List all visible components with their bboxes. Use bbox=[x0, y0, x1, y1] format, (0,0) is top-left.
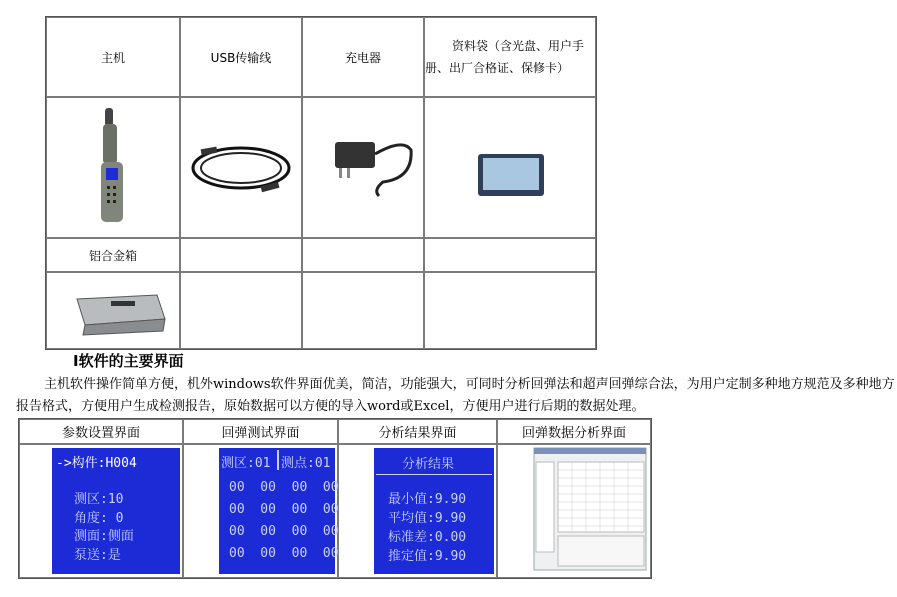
docs-label bbox=[425, 35, 595, 79]
docs-photo-cell bbox=[424, 97, 596, 238]
param-screen bbox=[52, 448, 180, 574]
empty-cell bbox=[302, 238, 424, 272]
screens-table bbox=[18, 418, 652, 579]
test-grid-row: 00 00 00 00 bbox=[229, 524, 339, 539]
accessories-table bbox=[45, 16, 597, 350]
empty-cell bbox=[302, 272, 424, 349]
param-screen-cell bbox=[19, 444, 183, 578]
result-screen bbox=[374, 448, 494, 574]
result-title: 分析结果 bbox=[402, 457, 455, 472]
charger-photo bbox=[303, 98, 423, 234]
docs-label-line2: 册、出厂合格证、保修卡） bbox=[425, 61, 570, 75]
document-bag-photo bbox=[425, 98, 595, 234]
host-photo-cell bbox=[46, 97, 180, 238]
case-photo-cell bbox=[46, 272, 180, 349]
caption-result: 分析结果界面 bbox=[338, 419, 497, 444]
case-label: 铝合金箱 bbox=[88, 248, 137, 263]
empty-cell bbox=[424, 272, 596, 349]
header-docs bbox=[424, 17, 596, 97]
usb-cable-label: USB传输线 bbox=[210, 50, 272, 65]
param-line1: ->构件:H004 bbox=[56, 456, 137, 471]
caption-analysis: 回弹数据分析界面 bbox=[497, 419, 651, 444]
section-paragraph bbox=[16, 374, 896, 418]
test-point: 测点:01 bbox=[281, 456, 331, 471]
header-host bbox=[46, 17, 180, 97]
charger-label: 充电器 bbox=[344, 50, 381, 65]
header-charger bbox=[302, 17, 424, 97]
cursor-bar bbox=[277, 450, 279, 470]
host-label: 主机 bbox=[100, 50, 125, 65]
test-grid-row: 00 00 00 00 bbox=[229, 502, 339, 517]
analysis-screen-cell bbox=[497, 444, 651, 578]
divider bbox=[376, 474, 492, 475]
docs-label-line1: 资料袋（含光盘、用户手 bbox=[452, 39, 585, 53]
test-area: 测区:01 bbox=[221, 456, 271, 471]
result-min: 最小值:9.90 bbox=[388, 492, 467, 507]
param-line4: 测面:侧面 bbox=[74, 529, 134, 544]
param-line2: 测区:10 bbox=[74, 492, 124, 507]
test-grid-row: 00 00 00 00 bbox=[229, 480, 339, 495]
section-heading: Ⅰ软件的主要界面 bbox=[73, 352, 184, 370]
caption-test: 回弹测试界面 bbox=[183, 419, 338, 444]
usb-photo-cell bbox=[180, 97, 302, 238]
paragraph-text: 主机软件操作简单方便，机外windows软件界面优美，简洁，功能强大，可同时分析回弹法和超声回弹综合法，为用户定制多种地方规范及多种地方报告格式，方便用户生成检测报告，原始数据可以方便的导入word或Excel，方便用户进行后期的数据处理。 bbox=[16, 377, 895, 414]
usb-cable-photo bbox=[181, 98, 301, 234]
test-grid-row: 00 00 00 00 bbox=[229, 546, 339, 561]
aluminum-case-photo bbox=[47, 273, 179, 345]
empty-cell bbox=[180, 238, 302, 272]
header-usb bbox=[180, 17, 302, 97]
param-line5: 泵送:是 bbox=[74, 548, 121, 563]
result-avg: 平均值:9.90 bbox=[388, 511, 467, 526]
caption-param: 参数设置界面 bbox=[19, 419, 183, 444]
empty-cell bbox=[180, 272, 302, 349]
result-est: 推定值:9.90 bbox=[388, 549, 467, 564]
case-label-cell bbox=[46, 238, 180, 272]
result-std: 标准差:0.00 bbox=[388, 530, 467, 545]
test-screen bbox=[219, 448, 339, 574]
analysis-software-screenshot bbox=[500, 446, 648, 572]
param-line3: 角度: 0 bbox=[74, 511, 124, 526]
charger-photo-cell bbox=[302, 97, 424, 238]
test-screen-cell bbox=[183, 444, 338, 578]
result-screen-cell bbox=[338, 444, 497, 578]
empty-cell bbox=[424, 238, 596, 272]
rebound-tester-photo bbox=[47, 98, 179, 234]
